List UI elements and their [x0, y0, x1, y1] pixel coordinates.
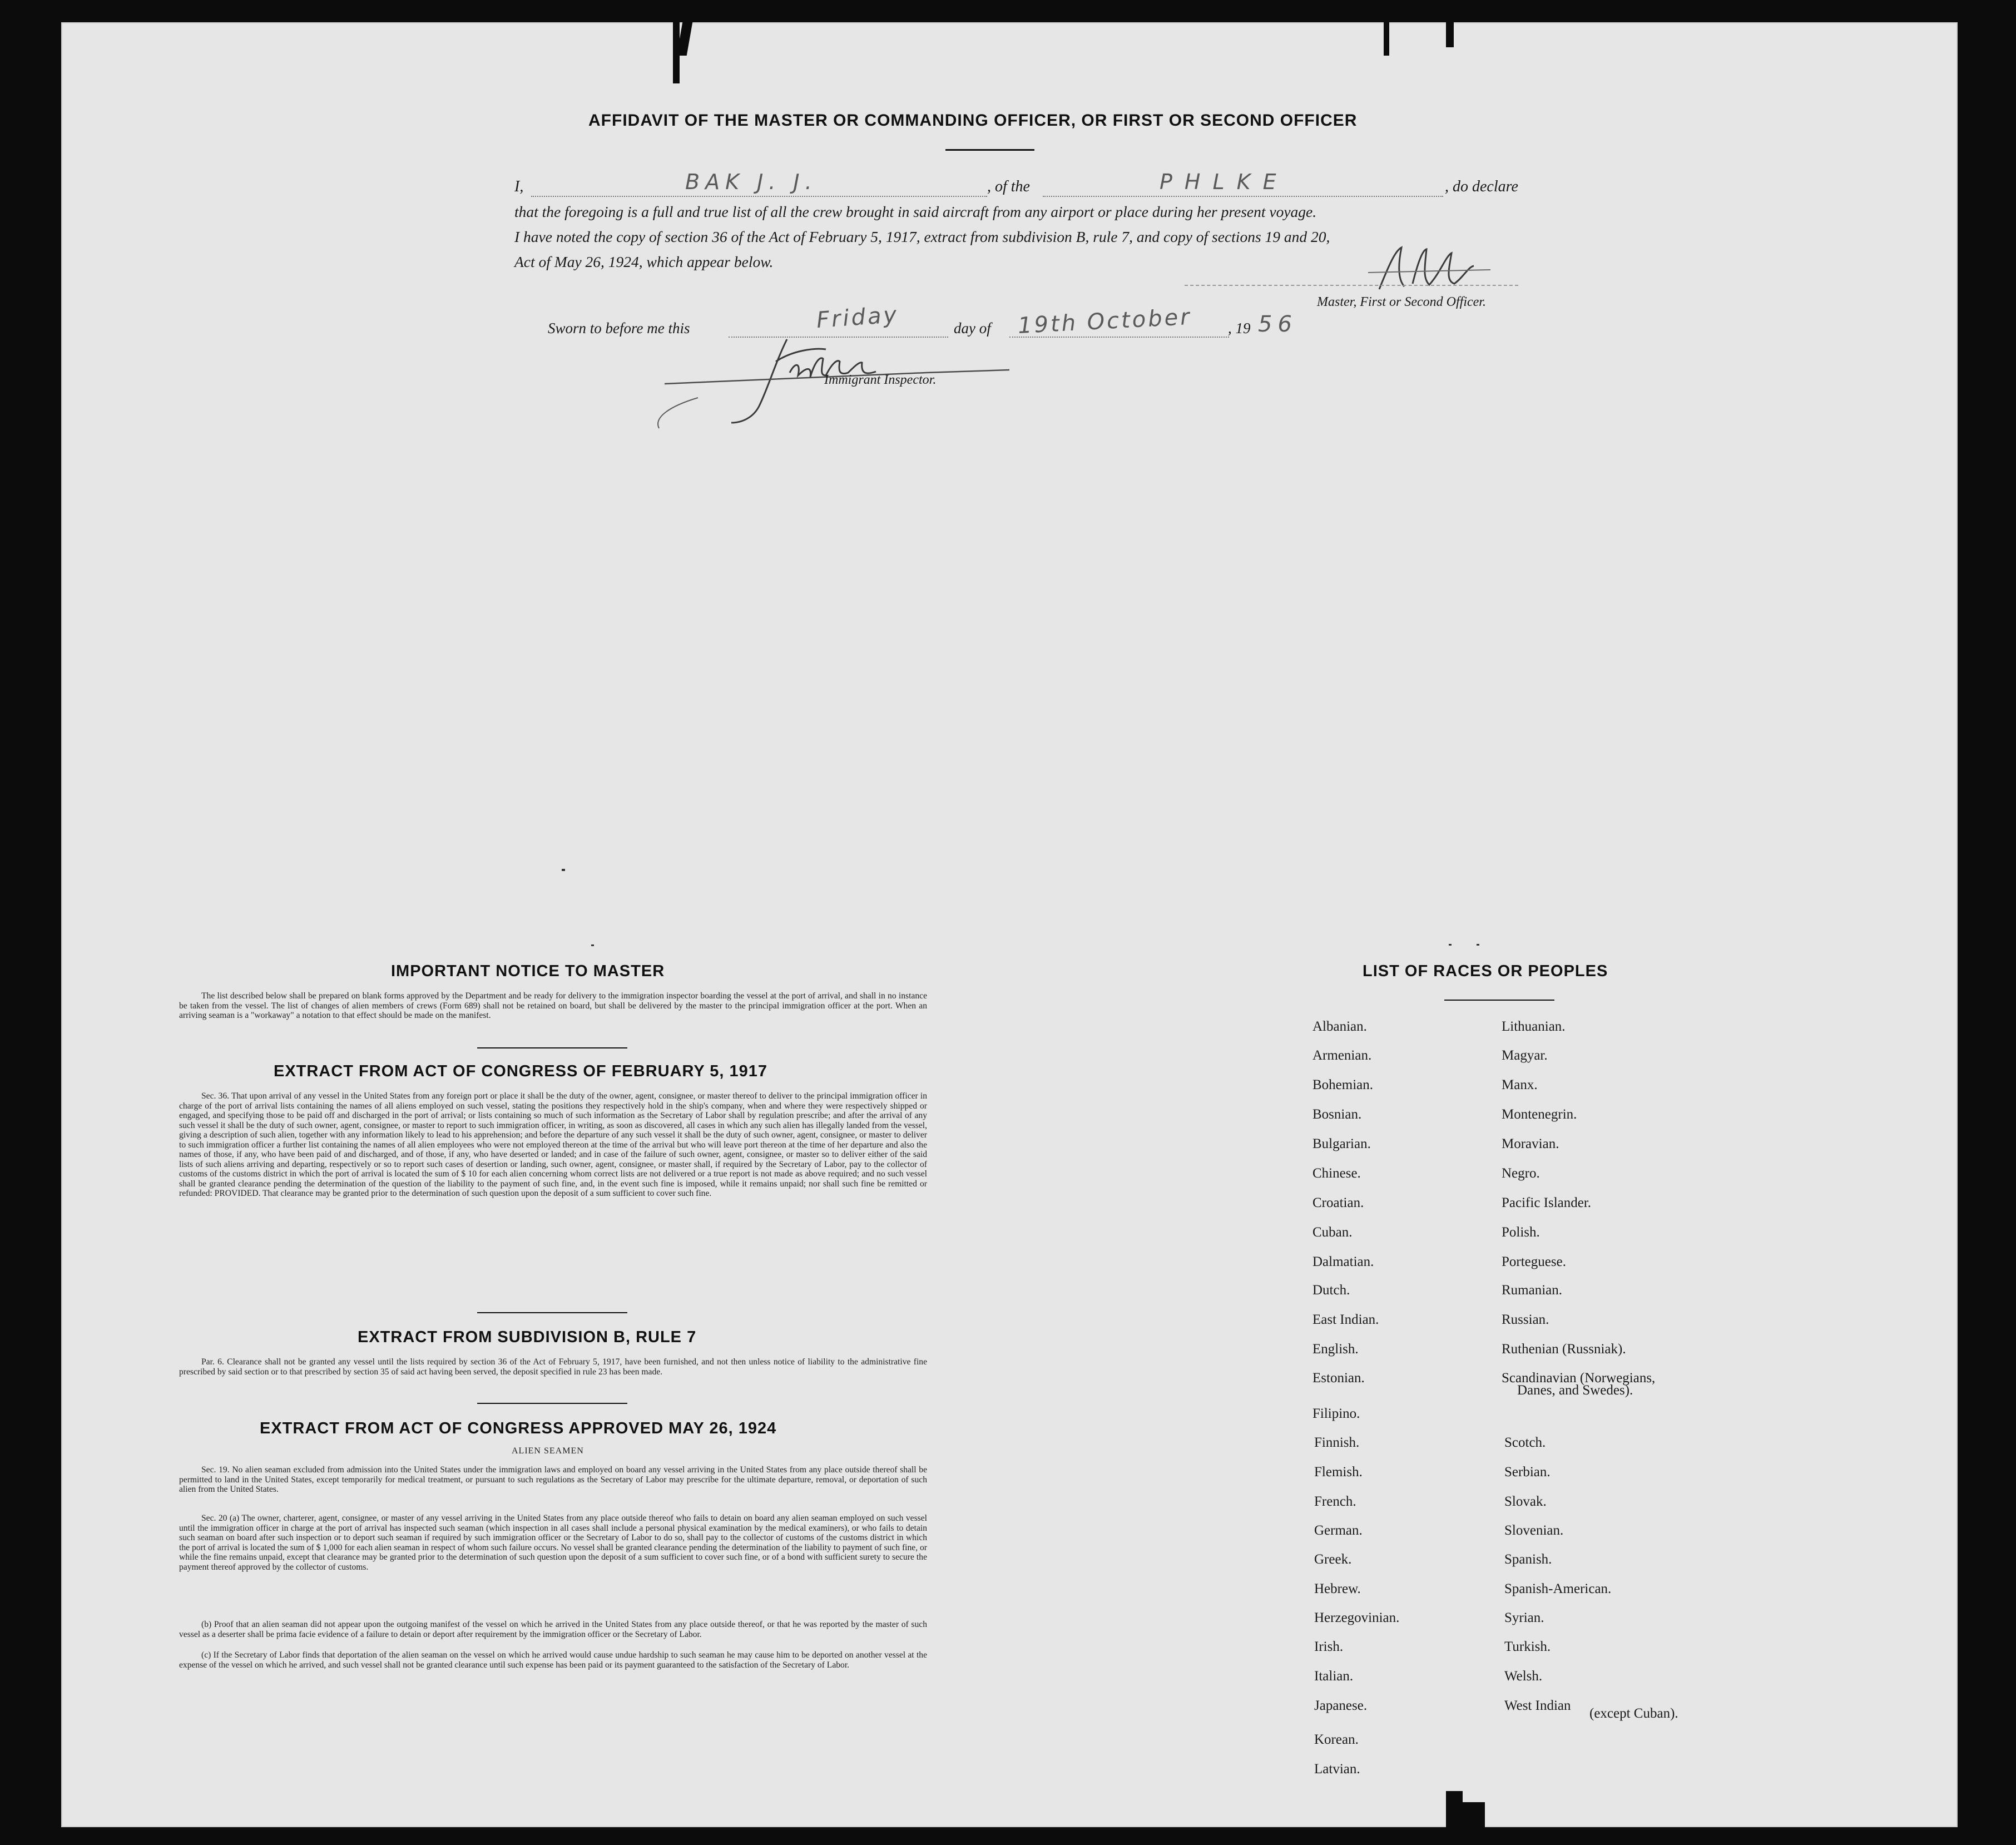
race-item: Lithuanian.: [1502, 1019, 1566, 1034]
race-item: Hebrew.: [1314, 1581, 1361, 1596]
race-item: Albanian.: [1312, 1019, 1367, 1034]
race-item: Spanish.: [1504, 1552, 1552, 1567]
race-item: Syrian.: [1504, 1610, 1544, 1625]
paper-tear: [1446, 1791, 1463, 1830]
race-item: Ruthenian (Russniak).: [1502, 1342, 1626, 1357]
vessel-name-handwritten: PHLKE: [1160, 170, 1289, 194]
race-item: Korean.: [1314, 1732, 1359, 1747]
race-item: Finnish.: [1314, 1435, 1360, 1450]
race-item: Flemish.: [1314, 1465, 1363, 1480]
race-item: Serbian.: [1504, 1465, 1551, 1480]
race-item: Moravian.: [1502, 1136, 1559, 1151]
race-item: West Indian: [1504, 1698, 1571, 1713]
paper-tear: [1463, 1802, 1485, 1830]
extract-1917-title: EXTRACT FROM ACT OF CONGRESS OF FEBRUARY 5, 1917: [274, 1062, 768, 1080]
declare-label: , do declare: [1445, 178, 1518, 195]
i-label: I,: [514, 178, 524, 195]
race-item: Welsh.: [1504, 1669, 1543, 1684]
race-item: Negro.: [1502, 1166, 1540, 1181]
race-item: Bosnian.: [1312, 1107, 1362, 1122]
race-item: Spanish-American.: [1504, 1581, 1612, 1596]
race-item: Irish.: [1314, 1639, 1344, 1654]
race-item: Bohemian.: [1312, 1077, 1374, 1092]
race-item: Russian.: [1502, 1312, 1549, 1327]
inspector-caption: Immigrant Inspector.: [824, 373, 937, 387]
day-of-label: day of: [954, 320, 991, 337]
year-prefix: , 19: [1228, 320, 1251, 337]
date-line: [1009, 337, 1229, 338]
extract-1924-p1: Sec. 19. No alien seaman excluded from admission into the United States under the immigration laws and employed on board any vessel arriving in the United States from any place outside thereof shall be permitted to land in the United States, except temporarily for medical treatment, or pursuant to such regulations as the Secretary of Labor may prescribe for the ultimate departure, removal, or deportation of such alien from the United States.: [179, 1465, 927, 1494]
race-item: Estonian.: [1312, 1371, 1365, 1386]
race-item: Scotch.: [1504, 1435, 1546, 1450]
of-the-label: , of the: [987, 178, 1030, 195]
stray-mark: [591, 944, 594, 946]
race-item: Dalmatian.: [1312, 1254, 1374, 1269]
race-item: Cuban.: [1312, 1225, 1353, 1240]
rule7-title: EXTRACT FROM SUBDIVISION B, RULE 7: [358, 1328, 697, 1346]
master-signature-line: [1185, 285, 1518, 286]
extract-1924-p3: (b) Proof that an alien seaman did not appear upon the outgoing manifest of the vessel on which he arrived in the United States from any place outside thereof, or that he was reported by the master of such vessel as a deserter shall be prima facie evidence of a failure to detain or deport after requirement by the immigration officer or the Secretary of Labor.: [179, 1620, 927, 1639]
race-item: German.: [1314, 1523, 1363, 1538]
notice-title: IMPORTANT NOTICE TO MASTER: [391, 962, 665, 980]
race-item: Pacific Islander.: [1502, 1195, 1592, 1210]
vessel-line: [1043, 196, 1443, 197]
divider: [477, 1403, 627, 1404]
race-item: Herzegovinian.: [1314, 1610, 1400, 1625]
stray-mark: [1477, 944, 1479, 946]
extract-1924-p4: (c) If the Secretary of Labor finds that deportation of the alien seaman on the vessel on which he arrived would cause undue hardship to such seaman he may cause him to be deported on another vessel at the expense of the vessel on which he arrived, and such vessel shall not be granted clearance until such expense has been paid or its payment guaranteed to the satisfaction of the Secretary of Labor.: [179, 1650, 927, 1670]
race-scandinavian-continued: Danes, and Swedes).: [1517, 1383, 1633, 1398]
extract-1924-title: EXTRACT FROM ACT OF CONGRESS APPROVED MAY 26, 1924: [260, 1419, 777, 1437]
race-item: Dutch.: [1312, 1283, 1350, 1298]
race-item: Japanese.: [1314, 1698, 1368, 1713]
race-item: Chinese.: [1312, 1166, 1361, 1181]
paper-tear: [1446, 22, 1454, 47]
extract-1924-p2: Sec. 20 (a) The owner, charterer, agent, consignee, or master of any vessel arriving in the United States from any place outside thereof who fails to detain on board any alien seaman employed on such vessel until the immigration officer in charge at the port of arrival has inspected such seaman (which inspection in all cases shall include a personal physical examination by the medical examiners), or who fails to detain such seaman on board after such inspection or to deport such seaman if required by such immigration officer or the Secretary of Labor to do so, shall pay to the collector of customs of the customs district in which the port of arrival is located the sum of $ 1,000 for each alien seaman in respect of whom such failure occurs. No vessel shall be granted clearance pending the determination of the liability to payment of such fine, or while the fine remains unpaid, except that clearance may be granted prior to the determination of such question upon the deposit of a sum sufficient to cover such fine, or of a bond with sufficient surety to secure the payment thereof approved by the collector of customs.: [179, 1513, 927, 1572]
stray-mark: [1449, 944, 1452, 946]
paper-tear: [673, 22, 680, 83]
divider: [477, 1312, 627, 1313]
race-item: Bulgarian.: [1312, 1136, 1371, 1151]
race-item: Croatian.: [1312, 1195, 1364, 1210]
race-item: Armenian.: [1312, 1048, 1372, 1063]
paper-tear: [1384, 22, 1389, 56]
divider: [477, 1047, 627, 1048]
race-item: Porteguese.: [1502, 1254, 1566, 1269]
extract-1917-text: Sec. 36. That upon arrival of any vessel in the United States from any foreign port or place it shall be the duty of the owner, agent, consignee, or master thereof to deliver to the principal immigration officer in charge of the port of arrival lists containing the names of all aliens employed on such vessel, stating the positions they respectively hold in the ship's company, when and where they were respectively shipped or engaged, and specifying those to be paid off and discharged in the port of arrival; or lists containing so much of such information as the Secretary of Labor shall by regulation prescribe; and after the arrival of any such vessel it shall be the duty of such owner, agent, consignee, or master to report to such immigration officer, in writing, as soon as discovered, all cases in which any such alien has illegally landed from the vessel, giving a description of such alien, together with any information likely to lead to his apprehension; and before the departure of any such vessel it shall be the duty of such owner, agent, consignee, or master to deliver to such immigration officer a further list containing the names of all alien employees who were not employed thereon at the time of the arrival but who will leave port thereon at the time of her departure and also the names of those, if any, who have been paid of and discharged, and of those, if any, who have deserted or landed; and in case of the failure of such owner, agent, consignee, or master so to deliver either of the said lists of such aliens arriving and departing, respectively or so to report such cases of desertion or landing, such owner, agent, consignee, or master shall, if required by the Secretary of Labor, pay to the collector of customs of the customs district in which the port of arrival is located the sum of $ 10 for each alien concerning whom correct lists are not delivered or a true report is not made as above required; and no such vessel shall be granted clearance pending the determination of the question of the liability to the payment of such fine, and, in the event such fine is imposed, while it remains unpaid; nor shall such fine be remitted or refunded: PROVIDED. That clearance may be granted prior to the determination of such question upon the deposit of a sum sufficient to cover such fine.: [179, 1091, 927, 1198]
race-item: French.: [1314, 1494, 1356, 1509]
affidavit-line-3: I have noted the copy of section 36 of the Act of February 5, 1917, extract from subdivision B, rule 7, and copy of sections 19 and 20,: [514, 228, 1330, 245]
race-item: Italian.: [1314, 1669, 1354, 1684]
alien-seamen-subtitle: ALIEN SEAMEN: [512, 1446, 584, 1456]
affidavit-line-4: Act of May 26, 1924, which appear below.: [514, 253, 774, 270]
race-item: Latvian.: [1314, 1762, 1360, 1777]
race-item: Slovenian.: [1504, 1523, 1564, 1538]
race-item: Magyar.: [1502, 1048, 1548, 1063]
divider: [945, 149, 1034, 151]
rule7-text: Par. 6. Clearance shall not be granted any vessel until the lists required by section 36 of the Act of February 5, 1917, have been furnished, and not then unless notice of liability to the administrative fine prescribed by said section or to that prescribed by section 35 of said act having been served, the deposit specified in rule 23 has been made.: [179, 1357, 927, 1377]
race-item: Scandinavian (Norwegians,: [1502, 1371, 1656, 1386]
race-item: Greek.: [1314, 1552, 1352, 1567]
master-caption: Master, First or Second Officer.: [1317, 295, 1486, 309]
race-item: Filipino.: [1312, 1406, 1360, 1421]
race-item: Slovak.: [1504, 1494, 1547, 1509]
sworn-label: Sworn to before me this: [548, 320, 690, 337]
race-item: East Indian.: [1312, 1312, 1379, 1327]
divider: [1444, 1000, 1554, 1001]
race-west-indian-continued: (except Cuban).: [1589, 1706, 1678, 1721]
races-title: LIST OF RACES OR PEOPLES: [1363, 962, 1608, 980]
year-handwritten: 56: [1258, 311, 1297, 337]
race-item: Polish.: [1502, 1225, 1540, 1240]
stray-mark: [562, 869, 565, 871]
master-name-handwritten: BAK J. J.: [685, 170, 818, 194]
race-item: English.: [1312, 1342, 1359, 1357]
master-signature: [1357, 239, 1502, 300]
notice-text: The list described below shall be prepared on blank forms approved by the Department and be ready for delivery to the immigration inspector boarding the vessel at the port of arrival, and shall in no instance be taken from the vessel. The list of changes of alien members of crews (Form 689) shall not be retained on board, but shall be delivered by the master to the principal immigration officer at the port. When an arriving seaman is a "workaway" a notation to that effect should be made on the manifest.: [179, 991, 927, 1020]
affidavit-title: AFFIDAVIT OF THE MASTER OR COMMANDING OFFICER, OR FIRST OR SECOND OFFICER: [588, 111, 1358, 130]
day-handwritten: Friday: [815, 301, 900, 334]
race-item: Rumanian.: [1502, 1283, 1563, 1298]
race-item: Manx.: [1502, 1077, 1538, 1092]
race-item: Montenegrin.: [1502, 1107, 1577, 1122]
name-line: [531, 196, 987, 197]
affidavit-line-2: that the foregoing is a full and true list of all the crew brought in said aircraft from any airport or place during her present voyage.: [514, 203, 1317, 220]
race-item: Turkish.: [1504, 1639, 1551, 1654]
date-handwritten: 19th October: [1017, 304, 1192, 339]
